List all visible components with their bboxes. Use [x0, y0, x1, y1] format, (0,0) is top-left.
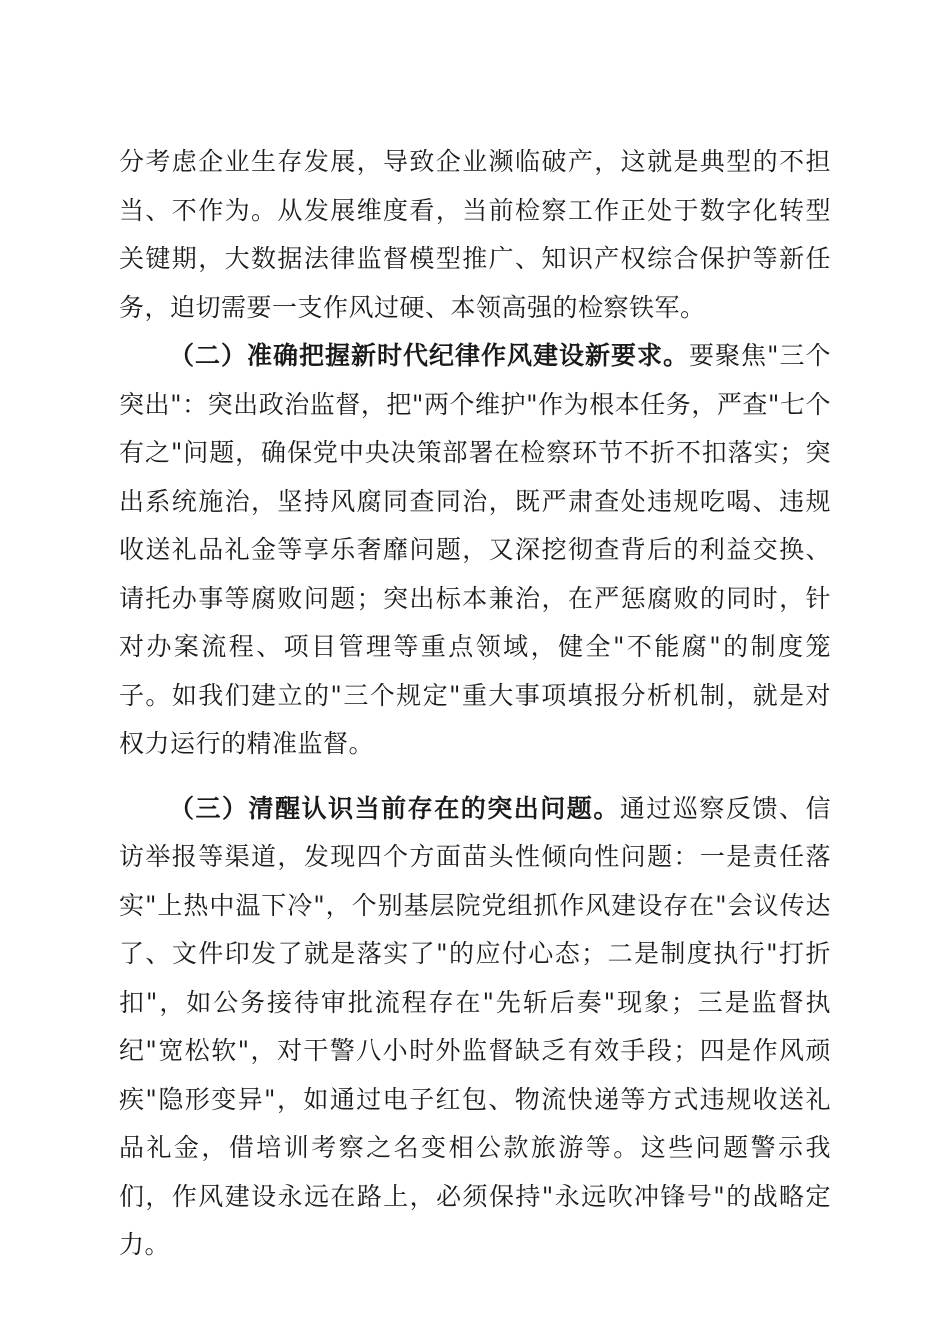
paragraph-text: 通过巡察反馈、信访举报等渠道，发现四个方面苗头性倾向性问题：一是责任落实"上热中温下冷"，个别基层院党组抓作风建设存在"会议传达了、文件印发了就是落实了"的应付心态；二是制度执行"打折扣"，如公务接待审批流程存在"先斩后奏"现象；三是监督执纪"宽松软"，对干警八小时外监督缺乏有效手段；四是作风顽疾"隐形变异"，如通过电子红包、物流快递等方式违规收送礼品礼金，借培训考察之名变相公款旅游等。这些问题警示我们，作风建设永远在路上，必须保持"永远吹冲锋号"的战略定力。 — [119, 793, 831, 1259]
paragraph-continuation — [119, 138, 831, 332]
paragraph-section-three — [119, 785, 831, 1270]
paragraph-text: 分考虑企业生存发展，导致企业濒临破产，这就是典型的不担当、不作为。从发展维度看，当前检察工作正处于数字化转型关键期，大数据法律监督模型推广、知识产权综合保护等新任务，迫切需要一支作风过硬、本领高强的检察铁军。 — [119, 147, 831, 322]
paragraph-section-two — [119, 332, 831, 769]
document-body — [119, 138, 831, 1270]
section-heading: （二）准确把握新时代纪律作风建设新要求。 — [169, 341, 689, 370]
section-heading: （三）清醒认识当前存在的突出问题。 — [169, 793, 620, 823]
paragraph-text: 要聚焦"三个突出"：突出政治监督，把"两个维护"作为根本任务，严查"七个有之"问题，确保党中央决策部署在检察环节不折不扣落实；突出系统施治，坚持风腐同查同治，既严肃查处违规吃喝、违规收送礼品礼金等享乐奢靡问题，又深挖彻查背后的利益交换、请托办事等腐败问题；突出标本兼治，在严惩腐败的同时，针对办案流程、项目管理等重点领域，健全"不能腐"的制度笼子。如我们建立的"三个规定"重大事项填报分析机制，就是对权力运行的精准监督。 — [119, 341, 831, 758]
